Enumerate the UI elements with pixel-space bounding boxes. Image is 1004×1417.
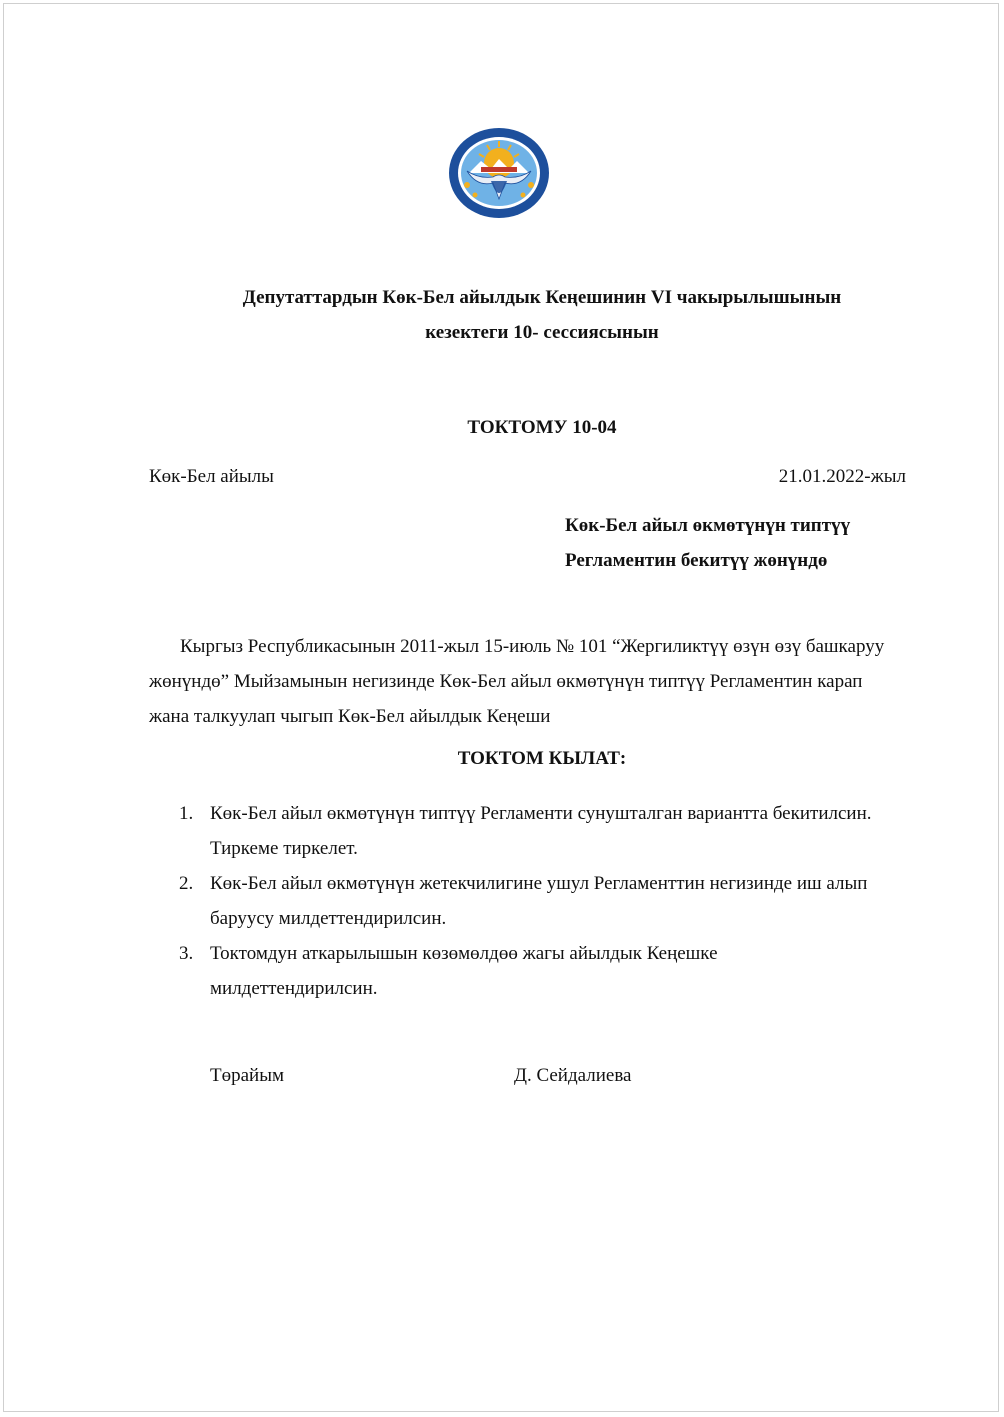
list-item-text: Тиркеме тиркелет. — [210, 838, 358, 859]
signature-name: Д. Сейдалиева — [514, 1065, 632, 1086]
document-place: Көк-Бел айылы — [149, 466, 274, 487]
decree-list — [179, 796, 939, 1006]
list-item-text: баруусу милдеттендирилсин. — [210, 908, 447, 929]
document-page — [3, 3, 999, 1412]
subject-line1: Көк-Бел айыл өкмөтүнүн типтүү — [565, 515, 851, 536]
preamble-paragraph — [149, 629, 929, 734]
council-header-line1: Депутаттардын Көк-Бел айылдык Кеңешинин VI чакырылышынын — [242, 287, 842, 308]
council-header-line2: кезектеги 10- сессиясынын — [425, 322, 659, 343]
preamble-line: Кыргыз Республикасынын 2011-жыл 15-июль № 101 “Жергиликтүү өзүн өзү башкаруу — [180, 636, 885, 657]
signature-role: Төрайым — [210, 1065, 284, 1086]
list-item-text: Көк-Бел айыл өкмөтүнүн типтүү Регламенти сунушталган вариантта бекитилсин. — [210, 803, 872, 824]
list-number: 1. — [179, 803, 194, 824]
preamble-line: жөнүндө” Мыйзамынын негизинде Көк-Бел айыл өкмөтүнүн типтүү Регламентин карап — [149, 671, 863, 692]
document-title: ТОКТОМУ 10-04 — [467, 417, 617, 438]
list-number: 3. — [179, 943, 194, 964]
document-date: 21.01.2022-жыл — [778, 466, 906, 487]
list-number: 2. — [179, 873, 194, 894]
list-item — [179, 796, 939, 866]
state-emblem-icon — [447, 127, 551, 219]
subject-line2: Регламентин бекитүү жөнүндө — [565, 550, 828, 571]
list-item-text: Токтомдун аткарылышын көзөмөлдөө жагы айылдык Кеңешке — [210, 943, 718, 964]
list-item-text: Көк-Бел айыл өкмөтүнүн жетекчилигине ушул Регламенттин негизинде иш алып — [210, 873, 868, 894]
decree-heading: ТОКТОМ КЫЛАТ: — [457, 748, 627, 769]
list-item-text: милдеттендирилсин. — [210, 978, 378, 999]
preamble-line: жана талкуулап чыгып Көк-Бел айылдык Кеңеши — [149, 706, 551, 727]
list-item — [179, 866, 939, 936]
list-item — [179, 936, 939, 1006]
